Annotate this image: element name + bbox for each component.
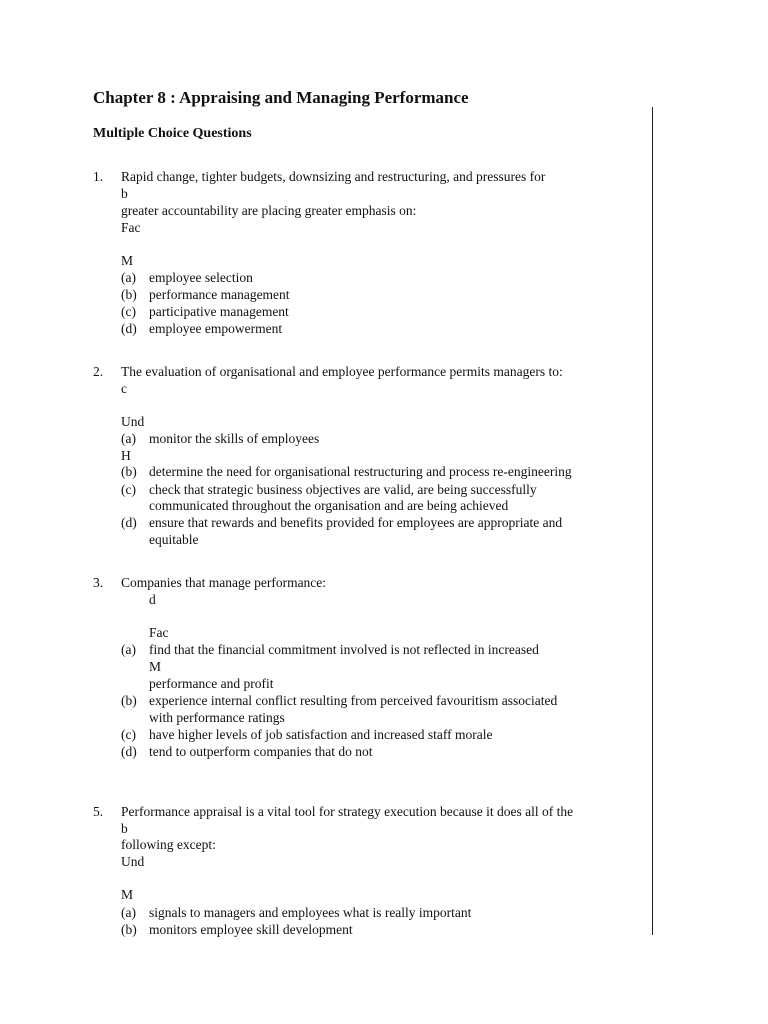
option-text-cont: with performance ratings bbox=[149, 710, 285, 725]
option-text: ensure that rewards and benefits provided for employees are appropriate and bbox=[149, 515, 563, 530]
question-text-cont: greater accountability are placing greater emphasis on: bbox=[121, 203, 417, 218]
option-letter: (b) bbox=[121, 464, 137, 479]
option-text: employee empowerment bbox=[149, 321, 283, 336]
option-letter: (b) bbox=[121, 922, 137, 937]
option-text: signals to managers and employees what is really important bbox=[149, 905, 472, 920]
option-letter: (a) bbox=[121, 642, 136, 657]
option-letter: (c) bbox=[121, 482, 136, 497]
option-letter: (d) bbox=[121, 744, 137, 759]
margin-rule bbox=[652, 107, 653, 935]
question-type: Fac bbox=[121, 220, 141, 235]
question-difficulty: H bbox=[121, 448, 131, 463]
question-number: 2. bbox=[93, 364, 104, 379]
question-text: Rapid change, tighter budgets, downsizing and restructuring, and pressures for bbox=[121, 169, 546, 184]
option-letter: (b) bbox=[121, 287, 137, 302]
question-difficulty: M bbox=[121, 253, 134, 268]
chapter-title: Chapter 8 : Appraising and Managing Performance bbox=[93, 88, 469, 107]
option-letter: (d) bbox=[121, 515, 137, 530]
option-text: find that the financial commitment involved is not reflected in increased bbox=[149, 642, 539, 657]
question-number: 3. bbox=[93, 575, 104, 590]
answer-key: d bbox=[149, 592, 156, 607]
question-type: Fac bbox=[149, 625, 169, 640]
option-text: performance management bbox=[149, 287, 290, 302]
option-letter: (c) bbox=[121, 727, 136, 742]
option-text: check that strategic business objectives are valid, are being successfully bbox=[149, 482, 537, 497]
option-text: participative management bbox=[149, 304, 289, 319]
section-heading: Multiple Choice Questions bbox=[93, 126, 252, 141]
option-letter: (a) bbox=[121, 431, 136, 446]
option-text: experience internal conflict resulting from perceived favouritism associated bbox=[149, 693, 558, 708]
question-difficulty: M bbox=[121, 887, 134, 902]
option-text: monitors employee skill development bbox=[149, 922, 353, 937]
question-number: 1. bbox=[93, 169, 104, 184]
option-letter: (c) bbox=[121, 304, 136, 319]
option-text: monitor the skills of employees bbox=[149, 431, 320, 446]
question-number: 5. bbox=[93, 804, 104, 819]
option-text: have higher levels of job satisfaction and increased staff morale bbox=[149, 727, 493, 742]
option-text: tend to outperform companies that do not bbox=[149, 744, 373, 759]
question-text: The evaluation of organisational and employee performance permits managers to: bbox=[121, 364, 563, 379]
question-type: Und bbox=[121, 414, 145, 429]
option-letter: (a) bbox=[121, 905, 136, 920]
question-difficulty: M bbox=[149, 659, 162, 674]
answer-key: b bbox=[121, 821, 128, 836]
option-letter: (a) bbox=[121, 270, 136, 285]
option-text-cont: equitable bbox=[149, 532, 199, 547]
question-text: Performance appraisal is a vital tool for strategy execution because it does all of the bbox=[121, 804, 574, 819]
question-text: Companies that manage performance: bbox=[121, 575, 327, 590]
option-text-cont: performance and profit bbox=[149, 676, 274, 691]
answer-key: c bbox=[121, 381, 127, 396]
question-text-cont: following except: bbox=[121, 837, 216, 852]
option-text: determine the need for organisational restructuring and process re-engineering bbox=[149, 464, 572, 479]
option-text: employee selection bbox=[149, 270, 253, 285]
answer-key: b bbox=[121, 186, 128, 201]
option-letter: (b) bbox=[121, 693, 137, 708]
option-letter: (d) bbox=[121, 321, 137, 336]
option-text-cont: communicated throughout the organisation and are being achieved bbox=[149, 498, 509, 513]
question-type: Und bbox=[121, 854, 145, 869]
